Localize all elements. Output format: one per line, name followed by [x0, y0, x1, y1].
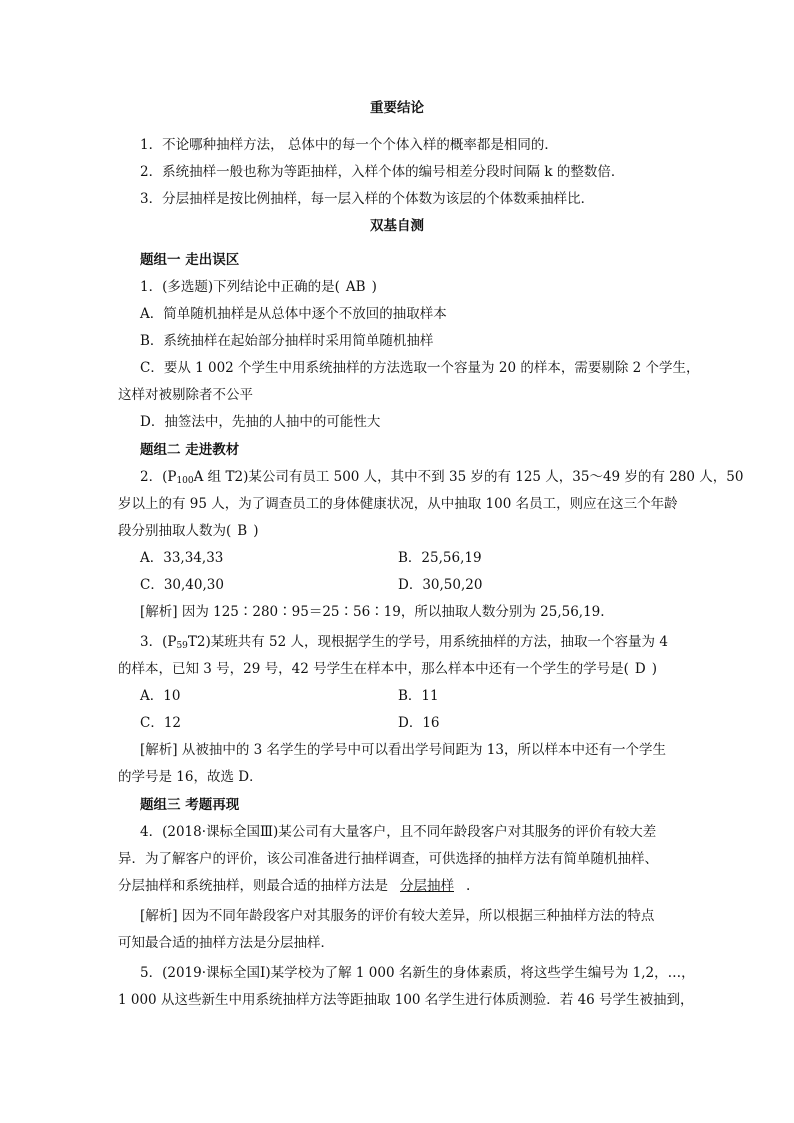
question-2-line1-text: A 组 T2)某公司有员工 500 人，其中不到 35 岁的有 125 人，35～49 岁的有 280 人，50: [193, 469, 744, 485]
question-2-answer: B: [237, 523, 248, 539]
conclusion-3: 3．分层抽样是按比例抽样，每一层入样的个体数为该层的个体数乘抽样比．: [140, 191, 595, 207]
question-2-option-c: C．30,40,30: [140, 577, 224, 593]
question-3-answer: D: [634, 661, 646, 677]
question-4-line3-period: .: [466, 878, 471, 894]
question-5-line1: 5．(2019·课标全国Ⅰ)某学校为了解 1 000 名新生的身体素质，将这些学生编号为 1,2，…，: [140, 965, 695, 981]
question-3-page-sub: 59: [176, 641, 188, 651]
section-title-key-conclusions: 重要结论: [370, 100, 424, 116]
question-3-line2: [118, 659, 688, 679]
question-2-analysis: [解析] 因为 125∶280∶95＝25∶56∶19，所以抽取人数分别为 25,56,19.: [140, 604, 605, 620]
question-2-line3: [118, 521, 688, 541]
question-2-line2: 岁以上的有 95 人，为了调查员工的身体健康状况，从中抽取 100 名员工，则应在这三个年龄: [118, 496, 678, 512]
question-2-option-a: A．33,34,33: [140, 550, 224, 566]
question-2-line1: [140, 467, 744, 491]
conclusion-1: 1．不论哪种抽样方法， 总体中的每一个个体入样的概率都是相同的．: [140, 137, 558, 153]
group-2-heading: 题组二 走进教材: [140, 442, 240, 458]
group-1-heading: 题组一 走出误区: [140, 252, 240, 268]
question-1-answer: AB: [345, 279, 366, 295]
question-1-option-d: D．抽签法中，先抽的人抽中的可能性大: [140, 414, 381, 430]
question-1-option-b: B．系统抽样在起始部分抽样时采用简单随机抽样: [140, 333, 434, 349]
conclusion-2: 2．系统抽样一般也称为等距抽样，入样个体的编号相差分段时间隔 k 的整数倍．: [140, 164, 625, 180]
question-2-option-b: B．25,56,19: [398, 550, 482, 566]
section-title-self-test: 双基自测: [370, 218, 424, 234]
question-4-analysis-line2: 可知最合适的抽样方法是分层抽样．: [118, 935, 334, 951]
question-4-analysis-line1: [解析] 因为不同年龄段客户对其服务的评价有较大差异，所以根据三种抽样方法的特点: [140, 908, 655, 924]
question-3-option-a: A．10: [140, 688, 181, 704]
group-3-heading: 题组三 考题再现: [140, 797, 240, 813]
question-4-line3-text: 分层抽样和系统抽样，则最合适的抽样方法是: [118, 878, 388, 894]
question-2-line3-close: ): [253, 523, 259, 539]
question-2-page-sub: 100: [176, 476, 194, 486]
question-3-line1-text: T2)某班共有 52 人，现根据学生的学号，用系统抽样的方法，抽取一个容量为 4: [187, 634, 668, 650]
question-1-option-c-line1: C．要从 1 002 个学生中用系统抽样的方法选取一个容量为 20 的样本，需要剔除 2 个学生，: [140, 360, 700, 376]
question-3-analysis-line1: [解析] 从被抽中的 3 名学生的学号中可以看出学号间距为 13，所以样本中还有一个学生: [140, 742, 666, 758]
question-3-number: 3．(P: [140, 634, 177, 650]
question-5-line2: 1 000 从这些新生中用系统抽样方法等距抽取 100 名学生进行体质测验．若 46 号学生被抽到，: [118, 992, 694, 1008]
question-1-stem: [140, 277, 710, 297]
question-3-option-b: B．11: [398, 688, 439, 704]
question-4-line2: 异．为了解客户的评价，该公司准备进行抽样调查，可供选择的抽样方法有简单随机抽样、: [118, 851, 658, 867]
question-1-stem-text: 1．(多选题)下列结论中正确的是(: [140, 279, 340, 295]
question-4-line1: 4．(2018·课标全国Ⅲ)某公司有大量客户，且不同年龄段客户对其服务的评价有较大差: [140, 824, 657, 840]
question-3-option-c: C．12: [140, 715, 182, 731]
question-3-analysis-line2: 的学号是 16，故选 D．: [118, 769, 263, 785]
question-3-line1: [140, 632, 710, 656]
question-1-option-c-line2: 这样对被剔除者不公平: [118, 387, 253, 403]
question-2-option-d: D．30,50,20: [398, 577, 483, 593]
question-4-answer-blank: 分层抽样: [400, 878, 454, 894]
question-1-stem-close: ): [371, 279, 377, 295]
question-4-line3: [118, 876, 688, 896]
question-2-line3-text: 段分别抽取人数为(: [118, 523, 232, 539]
question-3-line2-text: 的样本，已知 3 号，29 号，42 号学生在样本中，那么样本中还有一个学生的学号是(: [118, 661, 629, 677]
question-3-line2-close: ): [651, 661, 657, 677]
question-2-number: 2．(P: [140, 469, 177, 485]
question-1-option-a: A．简单随机抽样是从总体中逐个不放回的抽取样本: [140, 306, 447, 322]
question-3-option-d: D．16: [398, 715, 440, 731]
